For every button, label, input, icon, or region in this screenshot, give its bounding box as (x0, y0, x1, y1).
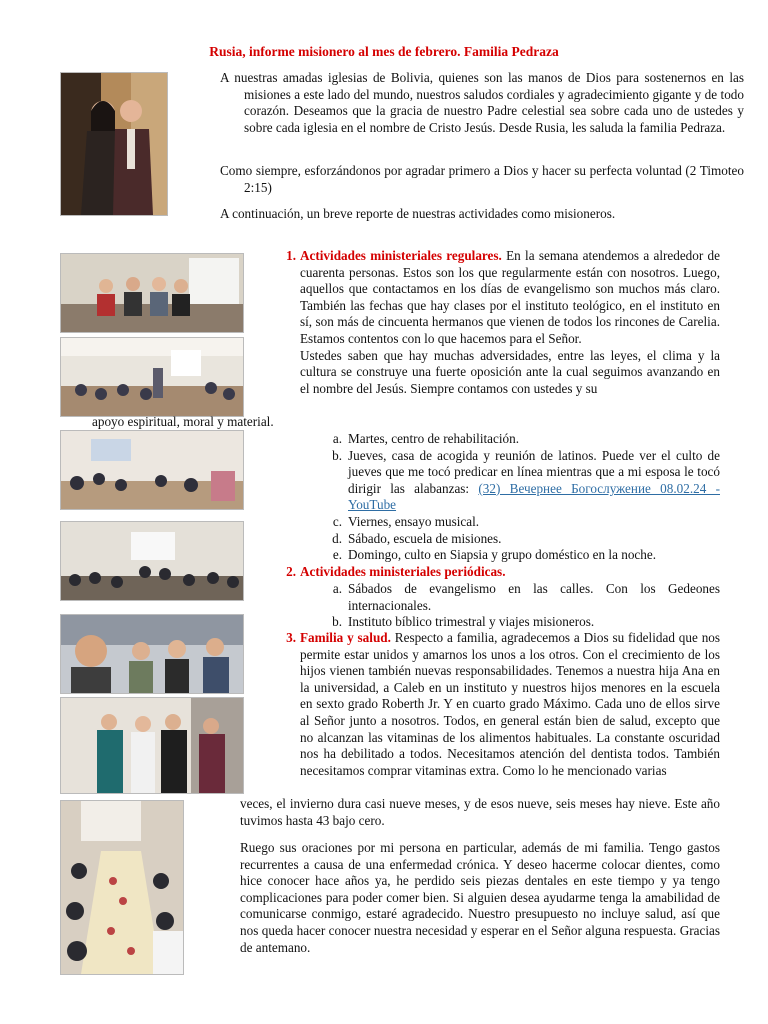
section-1-heading: Actividades ministeriales regulares. (300, 248, 502, 263)
section-2-number: 2. (286, 564, 296, 579)
meeting-photo-2 (60, 337, 244, 417)
section-2-list (332, 581, 720, 631)
meeting-photo-1 (60, 253, 244, 333)
intro-paragraph-2: Como siempre, esforzándonos por agradar primero a Dios y hacer su perfecta voluntad (2 Timoteo 2:15) (220, 163, 744, 195)
intro-paragraph-1: A nuestras amadas iglesias de Bolivia, quienes son las manos de Dios para sostenernos en las misiones a este lado del mundo, nuestros saludos cordiales y agradecimiento gigante y de todo corazón. Deseamos que la gracia de nuestro Padre celestial sea sobre cada uno de ustedes y sobre cada iglesia en el nombre de Cristo Jesús. Desde Rusia, les saluda la familia Pedraza. (220, 70, 744, 135)
section-2 (286, 564, 720, 581)
group-selfie-photo (60, 614, 244, 694)
list-item: d. Sábado, escuela de misiones. (332, 530, 502, 546)
section-2-heading: Actividades ministeriales periódicas. (300, 564, 506, 579)
family-portrait-photo (60, 72, 168, 216)
section-1-text: En la semana atendemos a alrededor de cuarenta personas. Estos son los que regularmente están con nosotros. Luego, aquellos que contactamos en los días de evangelismo son muchos más claro. También las fechas que hay clases por el instituto teológico, en el instituto en sí, son más de cincuenta hermanos que vienen de todos los rincones de Carelia. Estamos contentos con lo que hacemos para el Señor. (300, 248, 720, 346)
section-3 (286, 630, 721, 779)
section-1-text-end: apoyo espiritual, moral y material. (92, 414, 274, 429)
section-3-text: Respecto a familia, agradecemos a Dios su fidelidad que nos permite estar unidos y amarnos los unos a los otros. Con el crecimiento de los hijos vienen también nuevas responsabilidades. Tenemos a nuestra hija Ana en la universidad, a Caleb en un instituto y nuestros hijos menores en la escuela en sexto grado Roberth Jr. Y en cuarto grado Máximo. Cada uno de ellos sirve al Señor junto a nosotros. Todos, en general están bien de salud, excepto que no alcanzan las vitaminas de los alimentos habituales. La constante oscuridad nos ha debilitado a todos. Necesitamos atención del dentista todos. También necesitamos comprar vitaminas extra. Como lo he mencionado varias (300, 630, 721, 778)
section-3-heading: Familia y salud. (300, 630, 391, 645)
list-item: b. Instituto bíblico trimestral y viajes misioneros. (332, 614, 595, 630)
document-title: Rusia, informe misionero al mes de febrero. Familia Pedraza (209, 44, 559, 59)
section-1-list (332, 431, 720, 564)
list-item: a. Martes, centro de rehabilitación. (332, 431, 519, 446)
list-item: a. Sábados de evangelismo en las calles. Con los Gedeones internacionales. (332, 581, 720, 613)
section-1-number: 1. (286, 248, 296, 263)
meeting-photo-3 (60, 430, 244, 510)
section-1 (286, 248, 720, 397)
dinner-table-photo (60, 800, 184, 975)
meeting-photo-4 (60, 521, 244, 601)
closing-paragraph: Ruego sus oraciones por mi persona en particular, además de mi familia. Tengo gastos recurrentes a causa de una enfermedad crónica. Y deseo hacerme colocar dientes, como hice conocer hace años ya, he perdido seis piezas dentales en este tiempo y ya tengo complicaciones para poder comer bien. Si alguien desea ayudarme tenga la amabilidad de comunicarse conmigo, estaré agradecido. Nuestro presupuesto no incluye salud, así que nos queda hacer conocer nuestra necesidad y esperar en el Señor alguna respuesta. Gracias de antemano. (240, 840, 720, 955)
youtube-link[interactable]: (32) Вечернее Богослужение 08.02.24 - YouTube (348, 480, 720, 513)
list-item: b. Jueves, casa de acogida y reunión de latinos. Puede ver el culto de jueves que me tocó predicar en línea mientras que a mi esposa le tocó dirigir las alabanzas: (32) Вечернее Богослужение 08.02.24 - YouTube (332, 447, 720, 513)
list-item: e. Domingo, culto en Siapsia y grupo doméstico en la noche. (332, 547, 657, 563)
section-1-text-2: Ustedes saben que hay muchas adversidades, entre las leyes, el clima y la cultura se construye una fuerte oposición ante la cual seguimos avanzando en el nombre del Jesús. Siempre contamos con ustedes y su (300, 347, 720, 396)
intro-paragraph-3: A continuación, un breve reporte de nuestras actividades como misioneros. (220, 206, 616, 221)
section-3-text-end: veces, el invierno dura casi nueve meses, y de esos nueve, seis meses hay nieve. Este año tuvimos hasta 43 bajo cero. (240, 796, 720, 828)
list-item: c. Viernes, ensayo musical. (332, 513, 480, 529)
section-3-number: 3. (286, 630, 296, 645)
women-group-photo (60, 697, 244, 794)
